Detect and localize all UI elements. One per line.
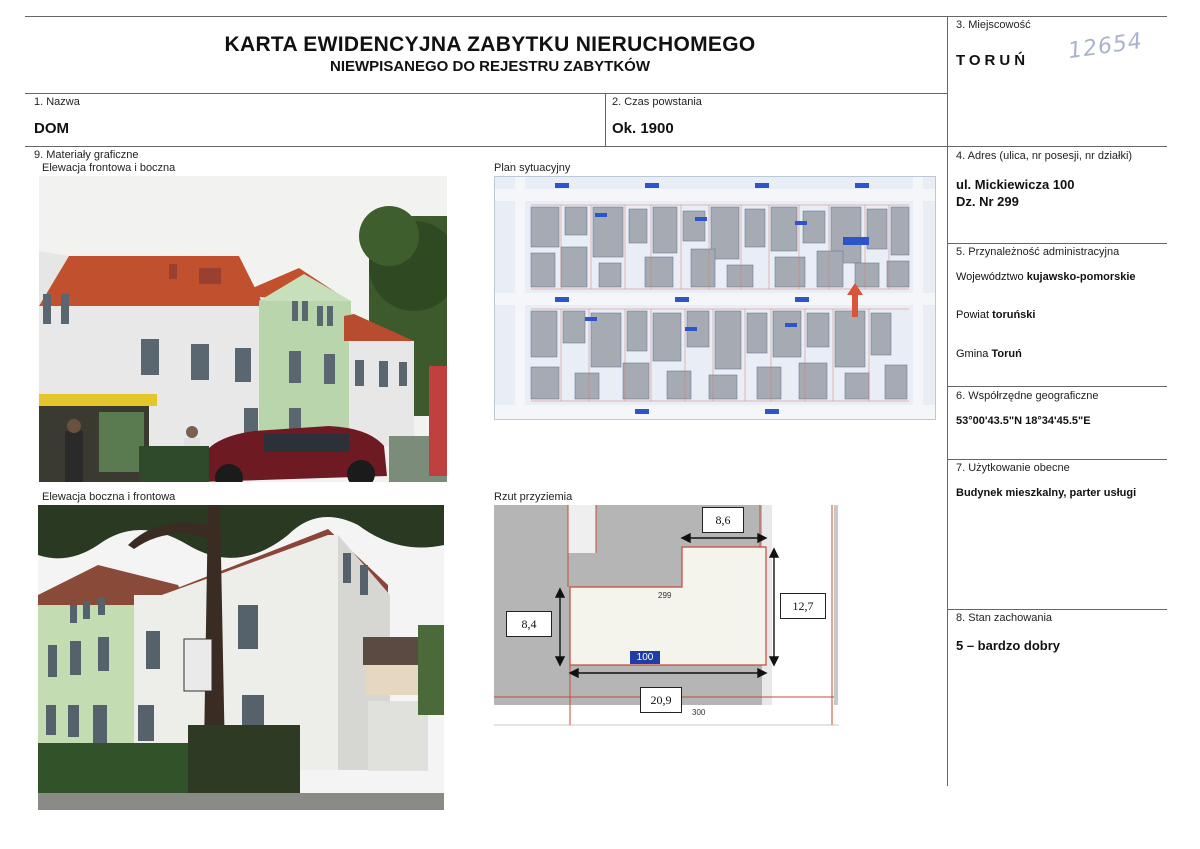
gmina-line (956, 348, 1022, 360)
uzytkowanie-label: 7. Użytkowanie obecne (956, 462, 1070, 474)
plan-caption: Rzut przyziemia (494, 491, 573, 503)
wspolrzedne-label: 6. Współrzędne geograficzne (956, 390, 1099, 402)
wspolrzedne-value: 53°00'43.5"N 18°34'45.5"E (956, 415, 1091, 427)
gmina-value: Toruń (991, 348, 1022, 360)
wojewodztwo-value: kujawsko-pomorskie (1026, 271, 1136, 283)
document-subtitle: NIEWPISANEGO DO REJESTRU ZABYTKÓW (329, 58, 651, 75)
adres-line2: Dz. Nr 299 (956, 194, 1019, 209)
miejscowosc-label: 3. Miejscowość (956, 19, 1031, 31)
stan-label: 8. Stan zachowania (956, 612, 1053, 624)
house-number-label: 100 (636, 652, 654, 663)
adres-line1: ul. Mickiewicza 100 (956, 177, 1075, 192)
map-caption: Plan sytuacyjny (494, 162, 571, 174)
photo-side-front-elevation (38, 505, 444, 810)
photo-front-side-elevation (39, 176, 447, 482)
parcel-300-label: 300 (692, 708, 706, 717)
ground-floor-plan (494, 505, 839, 773)
materialy-label: 9. Materiały graficzne (34, 149, 139, 161)
powiat-prefix: Powiat (956, 309, 993, 321)
czas-value: Ok. 1900 (612, 120, 674, 137)
nazwa-label: 1. Nazwa (34, 96, 80, 108)
powiat-value: toruński (992, 309, 1036, 321)
wojewodztwo-prefix: Województwo (956, 271, 1027, 283)
parcel-299-label: 299 (658, 591, 672, 600)
site-plan-map (494, 176, 936, 420)
wojewodztwo-line (956, 271, 1136, 283)
adres-label: 4. Adres (ulica, nr posesji, nr działki) (956, 150, 1133, 162)
dimension-top: 8,6 (702, 507, 744, 533)
uzytkowanie-value: Budynek mieszkalny, parter usługi (956, 487, 1137, 499)
przynaleznosc-label: 5. Przynależność administracyjna (956, 246, 1120, 258)
nazwa-value: DOM (34, 120, 69, 137)
handwritten-number: 12654 (1066, 28, 1145, 65)
stan-value: 5 – bardzo dobry (956, 638, 1061, 653)
powiat-line (956, 309, 1035, 321)
photo2-caption: Elewacja boczna i frontowa (42, 491, 176, 503)
miejscowosc-value: TORUŃ (956, 52, 1030, 69)
dimension-left: 8,4 (506, 611, 552, 637)
dimension-bottom: 20,9 (640, 687, 682, 713)
dimension-right: 12,7 (780, 593, 826, 619)
document-title: KARTA EWIDENCYJNA ZABYTKU NIERUCHOMEGO (224, 33, 756, 56)
czas-label: 2. Czas powstania (612, 96, 702, 108)
gmina-prefix: Gmina (956, 348, 992, 360)
photo1-caption: Elewacja frontowa i boczna (42, 162, 176, 174)
